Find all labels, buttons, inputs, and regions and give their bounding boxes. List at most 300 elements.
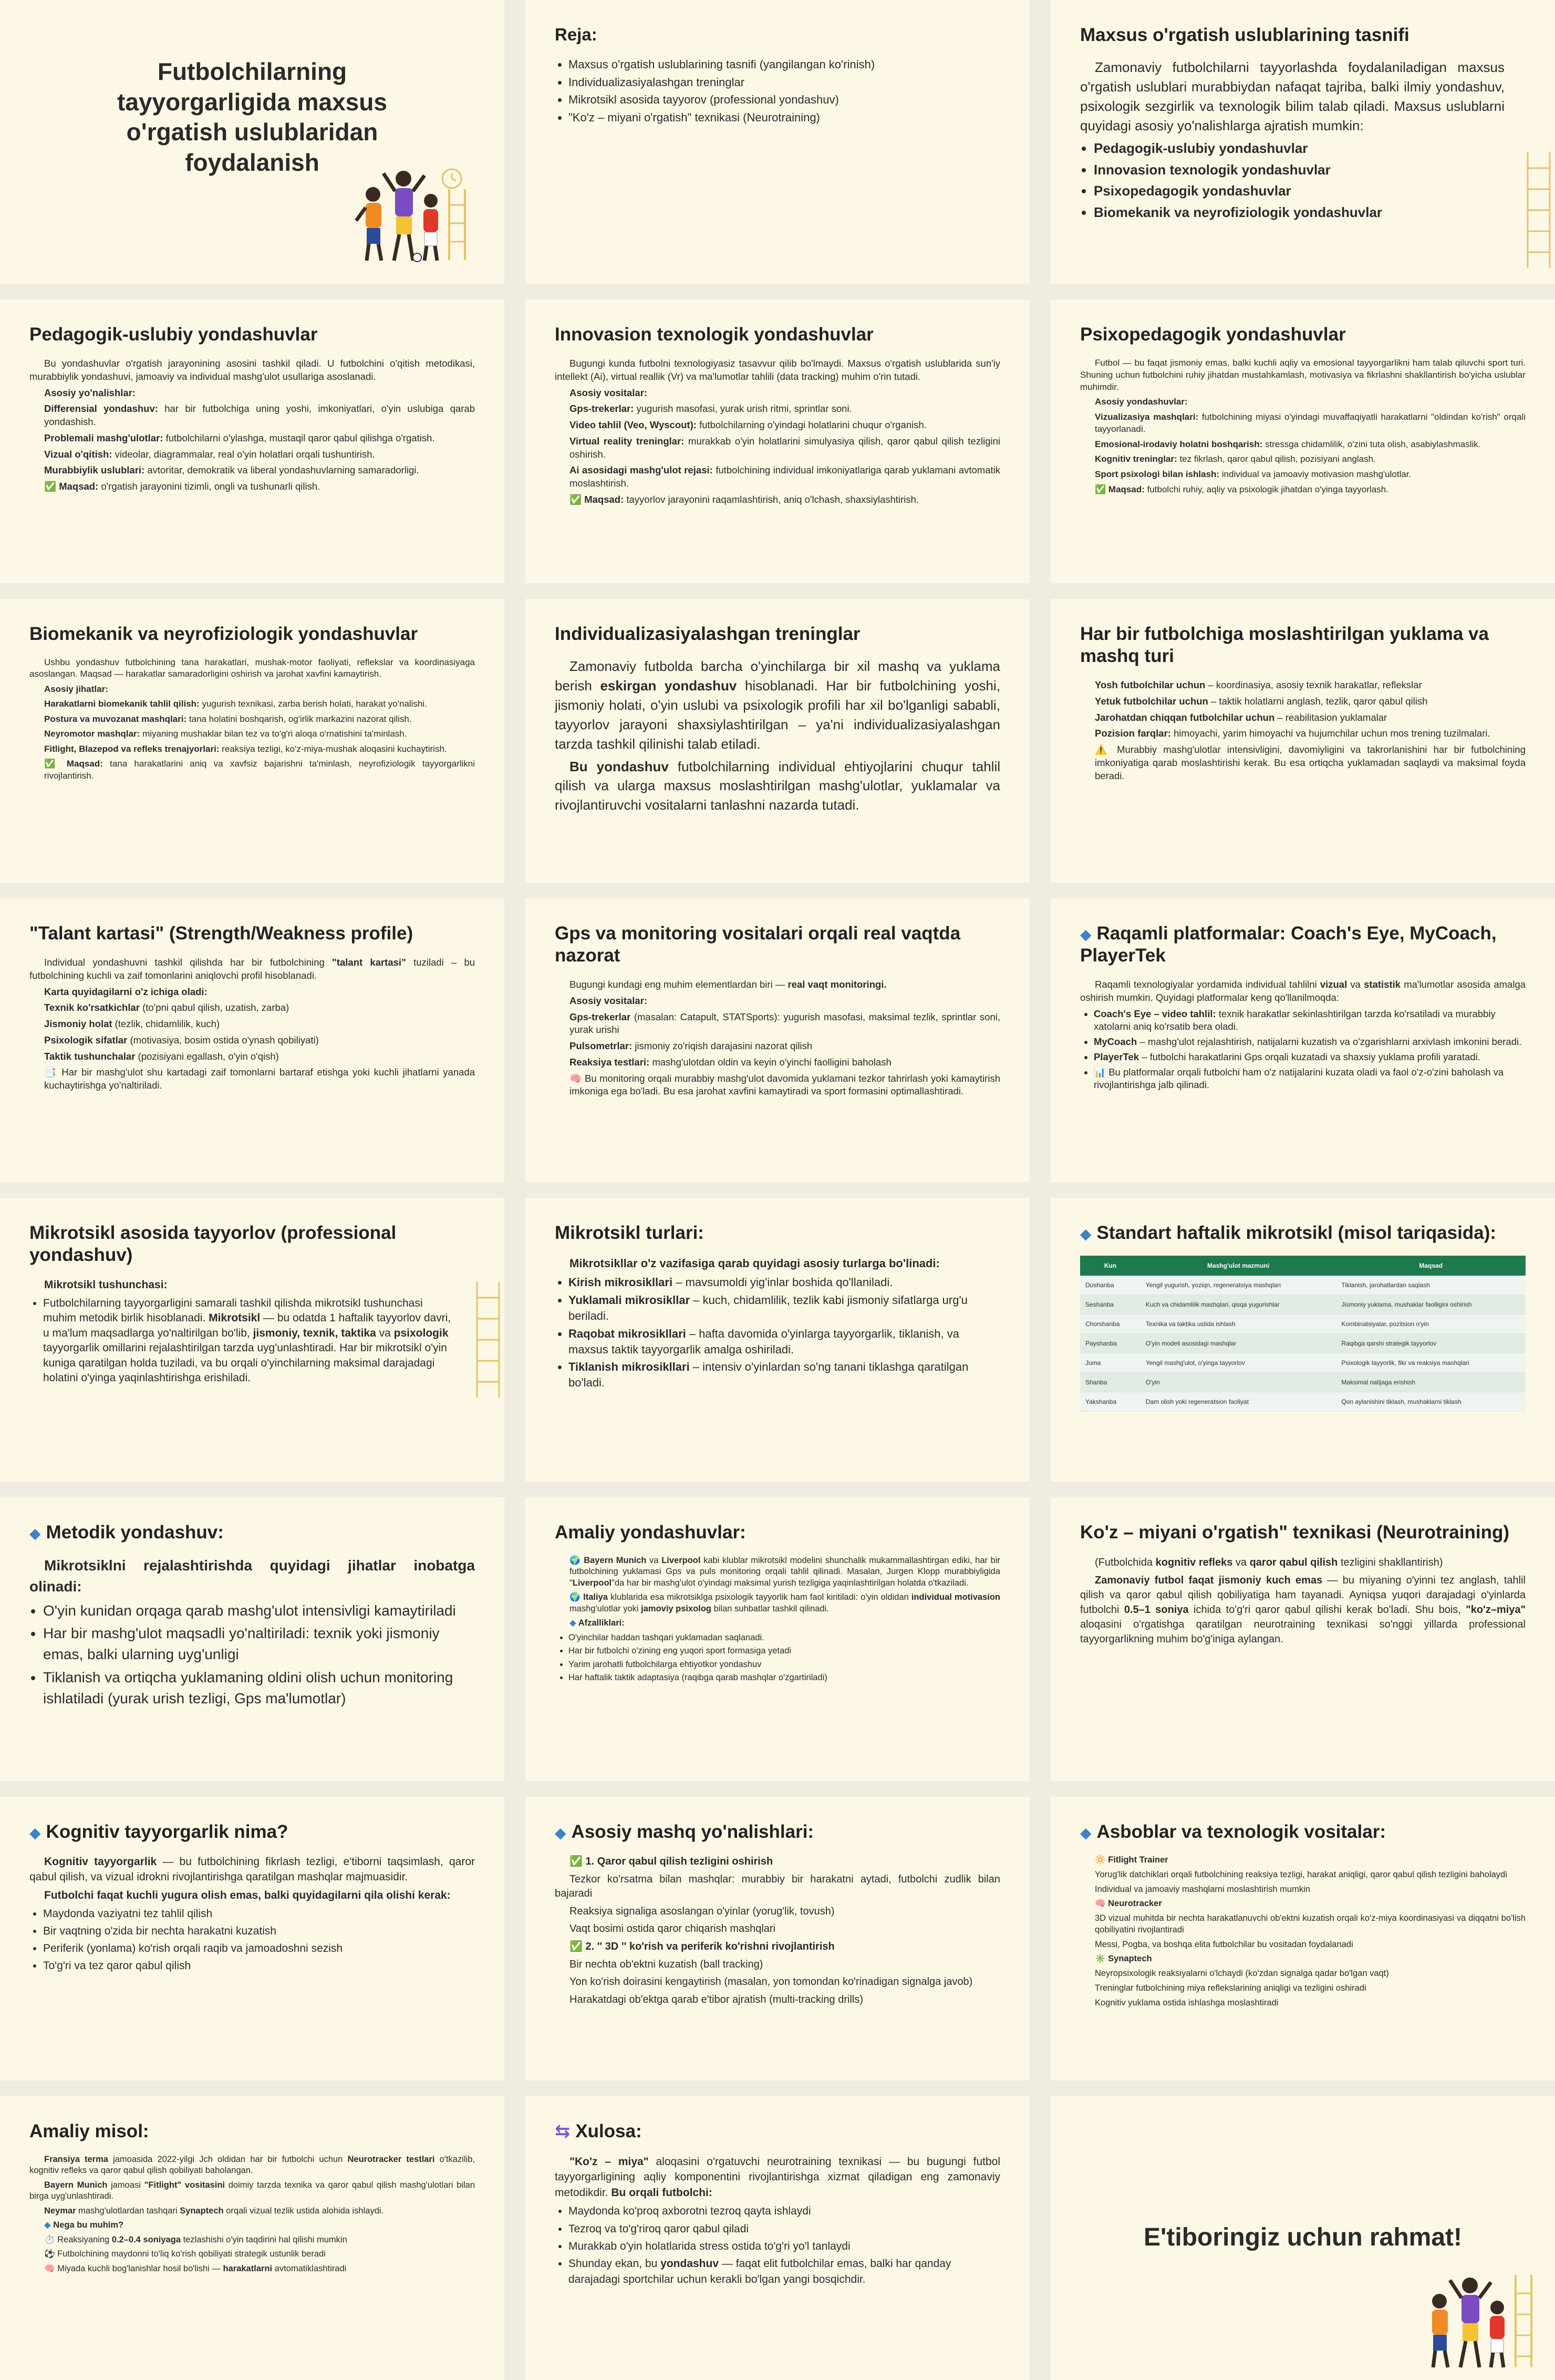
text: Reaksiyaning bbox=[57, 2234, 110, 2244]
warning-icon: ⚠️ bbox=[1095, 744, 1111, 756]
atom-icon: ✳️ bbox=[1095, 1954, 1106, 1964]
title-text: Raqamli platformalar: Coach's Eye, MyCoach, PlayerTek bbox=[1080, 923, 1497, 966]
slide-body bbox=[1080, 58, 1505, 222]
paragraph bbox=[1080, 978, 1526, 1005]
text: tezligini shakllantirish) bbox=[1340, 1557, 1443, 1568]
text: tuziladi – bu futbolchining kuchli va zaif tomonlarini aniqlovchi profil hisoblanadi. bbox=[29, 957, 475, 981]
emphasis: real vaqt monitoringi. bbox=[787, 979, 887, 990]
table-cell: Jismoniy yuklama, mushaklar faolligini oshirish bbox=[1336, 1295, 1526, 1315]
slide-14-microcycle-types bbox=[525, 1198, 1030, 1482]
text: aloqasini o'rgatishga qaratilgan neurotraining texnikasi so'nggi yillarda professional tayyorgarlikning muhim bo'g'iniga aylangan. bbox=[1080, 1619, 1526, 1645]
abilities-list bbox=[29, 1907, 475, 1974]
item-label: MyCoach bbox=[1094, 1036, 1137, 1048]
paragraph: Harakatdagi ob'ektga qarab e'tibor ajratish (multi-tracking drills) bbox=[569, 1993, 863, 2005]
intro-text: Bu yondashuvlar o'rgatish jarayonining asosini tashkil qiladi. U futbolchini o'qitish metodikasi, murabbiylik yondashuvi, jamoaviy va individual mashg'ulot usullariga asoslanadi. bbox=[29, 358, 475, 382]
paragraph: Futbolchi faqat kuchli yugura olish emas, balki quyidagilarni qila olishi kerak: bbox=[44, 1889, 451, 1901]
item-label: Emosional-irodaviy holatni boshqarish: bbox=[1095, 439, 1263, 449]
item-label: Texnik ko'rsatkichlar bbox=[44, 1002, 140, 1013]
table-header-row bbox=[1080, 1256, 1526, 1276]
slide-title: "Talant kartasi" (Strength/Weakness profile) bbox=[29, 923, 413, 944]
table-cell: Psixologik tayyorlik, fikr va reaksiya mashqlari bbox=[1336, 1353, 1526, 1373]
text: Zamonaviy futbolda barcha o'yinchilarga bir xil mashq va yuklama berish bbox=[555, 658, 1000, 694]
title-text: Kognitiv tayyorgarlik nima? bbox=[46, 1822, 288, 1842]
text: — faqat elit futbolchilar emas, balki har qanday darajadagi sportchilar uchun kerakli bo'lgan yangi bosqichdir. bbox=[568, 2258, 951, 2285]
emphasis: jamoviy psixolog bbox=[641, 1603, 712, 1613]
table-row bbox=[1080, 1392, 1526, 1412]
item-text: yugurish texnikasi, zarba berish holati, harakat yo'nalishi. bbox=[202, 699, 427, 709]
diamond-icon: ◆ bbox=[44, 2220, 51, 2230]
table-row bbox=[1080, 1295, 1526, 1315]
subheading: Karta quyidagilarni o'z ichiga oladi: bbox=[44, 986, 208, 997]
slide-09-load bbox=[1051, 599, 1555, 883]
list-item: • Mikrotsikl asosida tayyorov (professional yondashuv) bbox=[568, 92, 1000, 108]
emphasis: jismoniy, texnik, taktika bbox=[253, 1327, 376, 1339]
item-text: murakkab o'yin holatlarini simulyasiya qilish, qaror qabul qilish tezligini oshirish. bbox=[569, 435, 1000, 460]
item-label: Harakatlarni biomekanik tahlil qilish: bbox=[44, 699, 200, 709]
item-label: Kirish mikrosikllari bbox=[568, 1275, 673, 1289]
types-list bbox=[555, 1275, 1000, 1391]
item-text: tana holatini boshqarish, og'irlik markazini nazorat qilish. bbox=[189, 713, 412, 724]
slide-body bbox=[29, 657, 475, 782]
item-label: Gps-trekerlar: bbox=[569, 403, 634, 415]
list-item bbox=[568, 2256, 1000, 2287]
item-label: Murabbiylik uslublari: bbox=[44, 464, 145, 476]
column-header: Maqsad bbox=[1336, 1256, 1526, 1276]
text: Futbolchilarning tayyorgarligini samarali tashkil qilishda mikrotsikl tushunchasi muhim metodik birlik hisoblanadi. bbox=[43, 1297, 423, 1324]
slide-title: Individualizasiyalashgan treninglar bbox=[555, 624, 861, 644]
slide-body bbox=[1080, 1855, 1526, 2009]
slide-body bbox=[1080, 1555, 1526, 1647]
paragraph bbox=[29, 2180, 475, 2202]
table-cell: Dam olish yoki regeneratsion faoliyat bbox=[1141, 1392, 1336, 1412]
slide-body bbox=[555, 1855, 1000, 2007]
item-text: – intensiv o'yinlardan so'ng tanani tiklashga qaratilgan bo'ladi. bbox=[568, 1360, 969, 1390]
text: (Futbolchida bbox=[1095, 1557, 1153, 1568]
subheading bbox=[29, 2220, 475, 2231]
diamond-icon: ◆ bbox=[29, 1825, 41, 1841]
emphasis: 0.2–0.4 soniyaga bbox=[111, 2234, 181, 2244]
slide-06-psychopedagogical bbox=[1051, 299, 1555, 583]
table-cell: Maksimal natijaga erishish bbox=[1336, 1373, 1526, 1392]
slide-body bbox=[29, 1855, 475, 1974]
outcome-list bbox=[555, 2203, 1000, 2287]
emphasis: Italiya bbox=[583, 1592, 608, 1602]
slide-body bbox=[555, 1555, 1000, 1683]
slide-19-cognitive bbox=[0, 1797, 504, 2081]
slide-title: Har bir futbolchiga moslashtirilgan yuklama va mashq turi bbox=[1080, 624, 1489, 666]
title-text: Standart haftalik mikrotsikl (misol tariqasida): bbox=[1096, 1223, 1497, 1243]
subheading-text: Afzalliklari: bbox=[578, 1618, 625, 1628]
advantages-list bbox=[555, 1632, 1000, 1684]
emphasis: Bu orqali futbolchi: bbox=[611, 2186, 712, 2199]
item-text: (pozisiyani egallash, o'yin o'qish) bbox=[138, 1050, 279, 1062]
left-right-arrow-icon: 📑 bbox=[44, 1067, 58, 1078]
item-text: – futbolchi harakatlarini Gps orqali kuzatadi va shaxsiy yuklama profili yaratadi. bbox=[1142, 1051, 1480, 1062]
table-cell: Shanba bbox=[1080, 1373, 1141, 1392]
goal-text: futbolchi ruhiy, aqliy va psixologik jihatdan o'yinga tayyorlash. bbox=[1147, 484, 1388, 494]
slide-body bbox=[29, 1555, 475, 1709]
title-text: Xulosa: bbox=[575, 2121, 642, 2141]
item-label: Reaksiya testlari: bbox=[569, 1056, 650, 1068]
subheading bbox=[555, 1855, 1000, 1869]
slide-title: Pedagogik-uslubiy yondashuvlar bbox=[29, 324, 318, 345]
item-label: Pulsometrlar: bbox=[569, 1040, 633, 1052]
emphasis: Neurotracker testlari bbox=[347, 2155, 435, 2164]
emphasis: Kognitiv tayyorgarlik bbox=[44, 1856, 157, 1868]
slide-16-methodical bbox=[0, 1497, 504, 1781]
diamond-icon: ◆ bbox=[1080, 1825, 1092, 1841]
tool-name bbox=[1080, 1898, 1526, 1910]
item-label: Video tahlil (Veo, Wyscout): bbox=[569, 419, 697, 431]
check-icon: ✅ bbox=[44, 481, 57, 492]
emphasis: kognitiv refleks bbox=[1155, 1557, 1233, 1568]
paragraph bbox=[555, 2154, 1000, 2200]
soccer-players-illustration bbox=[1413, 2264, 1534, 2369]
table-cell: Yakshanba bbox=[1080, 1392, 1141, 1412]
paragraph: Yorug'lik datchiklari orqali futbolchining reaksiya tezligi, harakat aniqligi, qaror qabul qilish tezligini baholaydi bbox=[1095, 1869, 1507, 1879]
item-text: mashg'ulotdan oldin va keyin o'yinchi faolligini baholash bbox=[652, 1056, 891, 1068]
slide-title: Reja: bbox=[555, 25, 597, 44]
text: kabi klublar mikrotsikl modelini shunchalik mukammallashtirgan ediki, har bir futbolchining yuklamasi Gps va puls monitoring orqali tahlil qilinadi. Masalan, Jurgen Klopp murabbiyligida " bbox=[569, 1556, 1000, 1588]
table-cell: Dushanba bbox=[1080, 1276, 1141, 1295]
check-icon: ✅ bbox=[44, 759, 60, 769]
title-text: Metodik yondashuv: bbox=[46, 1522, 224, 1543]
table-cell: O'yin modeli asosidagi mashqlar bbox=[1141, 1334, 1336, 1353]
tool-name-text: Neurotracker bbox=[1108, 1899, 1162, 1909]
item-text: (tezlik, chidamlilik, kuch) bbox=[115, 1018, 220, 1030]
slide-24-thanks bbox=[1051, 2096, 1555, 2380]
item-text: avtoritar, demokratik va liberal yondashuvlarning samaradorligi. bbox=[147, 464, 419, 476]
item-text: stressga chidamlilik, o'zini tuta olish, asabiylashmaslik. bbox=[1265, 439, 1481, 449]
slide-body bbox=[29, 357, 475, 493]
column-header: Mashg'ulot mazmuni bbox=[1141, 1256, 1336, 1276]
soccer-players-illustration bbox=[347, 158, 468, 263]
list-item bbox=[568, 1292, 1000, 1324]
check-icon: ✅ bbox=[569, 1856, 583, 1867]
emphasis: statistik bbox=[1364, 979, 1401, 990]
paragraph: Zamonaviy futbolchilarni tayyorlashda foydalaniladigan maxsus o'rgatish uslublari murabbiydan nafaqat tajriba, balki ilmiy yondashuv, psixologik sezgirlik va texnologik bilim talab qiladi. Maxsus uslublarni quyidagi asosiy yo'nalishlarga ajratish mumkin: bbox=[1080, 59, 1505, 133]
slide-17-practical bbox=[525, 1497, 1030, 1781]
slide-20-exercises bbox=[525, 1797, 1030, 2081]
emphasis: Zamonaviy futbol faqat jismoniy kuch emas bbox=[1095, 1575, 1323, 1586]
list-item bbox=[568, 1326, 1000, 1358]
text: o'tkazilib, kognitiv refleks va qaror qabul qilish qobiliyati baholangan. bbox=[29, 2155, 475, 2176]
slide-title bbox=[555, 1821, 1000, 1843]
left-right-arrow-icon: ⇆ bbox=[555, 2121, 571, 2141]
text: aloqasini o'rgatuvchi neurotraining texnikasi — bu bugungi futbol tayyorgarligining aqliy komponentini rivojlantirishga xizmat qiladigan eng zamonaviy metodikdir. bbox=[555, 2156, 1000, 2199]
table-cell: Texnika va taktika ustida ishlash bbox=[1141, 1315, 1336, 1334]
list-item: • Har bir mashg'ulot maqsadli yo'naltiriladi: texnik yoki jismoniy emas, balki ularning uyg'unligi bbox=[43, 1623, 475, 1665]
direction-list bbox=[1080, 139, 1505, 223]
slide-title: Maxsus o'rgatish uslublarining tasnifi bbox=[1080, 25, 1409, 45]
slide-title: Innovasion texnologik yondashuvlar bbox=[555, 324, 874, 345]
slide-title: Ko'z – miyani o'rgatish" texnikasi (Neurotraining) bbox=[1080, 1522, 1509, 1543]
slide-body bbox=[29, 1278, 454, 1386]
slide-title: Biomekanik va neyrofiziologik yondashuvlar bbox=[29, 624, 418, 644]
paragraph: Reaksiya signaliga asoslangan o'yinlar (yorug'lik, tovush) bbox=[569, 1905, 835, 1917]
emphasis: Mikrotsikl bbox=[209, 1312, 261, 1324]
item-text: yugurish masofasi, yurak urish ritmi, sprintlar soni. bbox=[636, 403, 852, 415]
note-text: Har bir mashg'ulot shu kartadagi zaif tomonlarni bartaraf etishga yoki kuchli jihatlarni yanada kuchaytirishga yo'naltiriladi. bbox=[44, 1067, 475, 1091]
list-item bbox=[1094, 1051, 1526, 1064]
emphasis: Neymar bbox=[44, 2206, 76, 2216]
text: avtomatiklashtiradi bbox=[274, 2263, 347, 2273]
text: Miyada kuchli bog'lanishlar hosil bo'lishi — bbox=[57, 2263, 221, 2273]
plan-list bbox=[555, 57, 1000, 126]
item-text: – koordinasiya, asosiy texnik harakatlar, reflekslar bbox=[1208, 679, 1422, 690]
item-label: Vizual o'qitish: bbox=[44, 448, 112, 460]
emphasis: "talant kartasi" bbox=[332, 957, 406, 968]
list-item: • O'yin kunidan orqaga qarab mashg'ulot intensivligi kamaytiriladi bbox=[43, 1600, 475, 1621]
list-item: • Psixopedagogik yondashuvlar bbox=[1094, 181, 1505, 201]
goal-text: o'rgatish jarayonini tizimli, ongli va tushunarli qilish. bbox=[101, 481, 320, 492]
text: klublarida esa mikrotsiklga psixologik tayyorlik ham faol kiritiladi: o'yin oldidan bbox=[610, 1592, 909, 1602]
list-item bbox=[43, 1296, 454, 1386]
item-label: Virtual reality treninglar: bbox=[569, 435, 685, 447]
text: tezlashishi o'yin taqdirini hal qilishi mumkin bbox=[183, 2234, 347, 2244]
item-text: miyaning mushaklar bilan tez va to'g'ri aloqa o'rnatishini ta'minlash. bbox=[142, 729, 407, 739]
item-text: futbolchilarning o'yindagi holatlarini chuqur o'rganish. bbox=[699, 419, 927, 431]
goal-label: Maqsad: bbox=[59, 481, 99, 492]
item-label: Gps-trekerlar bbox=[569, 1011, 631, 1022]
slide-title bbox=[555, 2120, 1000, 2143]
paragraph bbox=[29, 2249, 475, 2260]
emphasis: Bayern Munich bbox=[44, 2180, 108, 2190]
item-label: Yetuk futbolchilar uchun bbox=[1095, 695, 1208, 707]
table-row bbox=[1080, 1334, 1526, 1353]
subheading: Asosiy yondashuvlar: bbox=[1095, 397, 1188, 407]
intro-text: Bugungi kunda futbolni texnologiyasiz tasavvur qilib bo'lmaydi. Maxsus o'rgatish uslublarida sun'iy intellekt (Ai), virtual reallik (Vr) va ma'lumotlar tahlili (data tracking) muhim o'rin tutadi. bbox=[555, 358, 1000, 382]
paragraph: Kognitiv yuklama ostida ishlashga moslashtiradi bbox=[1095, 1998, 1279, 2008]
slide-title bbox=[1080, 1821, 1526, 1843]
list-item: • Individualizasiyalashgan treninglar bbox=[568, 75, 1000, 90]
light-icon: 🔆 bbox=[1095, 1855, 1106, 1865]
text: tayyorgarlik omillarini rejalashtirilgan tarzda uyg'unlashtiradi. Har bir mikrotsikl o'yin kuniga qaratilgan holda tuziladi, va bu orqali o'yinchilarning maksimal darajadagi holatini o'yinga yaqinlashtirishga erishiladi. bbox=[43, 1342, 447, 1384]
check-icon: ✅ bbox=[569, 494, 582, 505]
paragraph bbox=[555, 1555, 1000, 1589]
text: jamoasi bbox=[111, 2180, 141, 2190]
item-label: Jarohatdan chiqqan futbolchilar uchun bbox=[1095, 711, 1275, 723]
slide-body bbox=[1080, 679, 1526, 782]
slide-body bbox=[555, 657, 1000, 815]
item-text: (masalan: Catapult, STATSports): yugurish masofasi, maksimal tezlik, sprintlar soni, yurak urishi bbox=[569, 1011, 1000, 1036]
emphasis: Synaptech bbox=[180, 2206, 224, 2216]
list-item: • Murakkab o'yin holatlarida stress ostida to'g'ri yo'l tanlaydi bbox=[568, 2239, 1000, 2254]
paragraph bbox=[29, 1855, 475, 1885]
item-label: Pozision farqlar: bbox=[1095, 728, 1171, 739]
paragraph: Neyropsixologik reaksiyalarni o'lchaydi (ko'zdan signalga qadar bo'lgan vaqt) bbox=[1095, 1969, 1389, 1979]
slide-body bbox=[555, 1256, 1000, 1391]
text: va bbox=[1350, 979, 1361, 990]
emphasis: "Ko'z – miya" bbox=[569, 2156, 649, 2168]
slide-body bbox=[29, 956, 475, 1092]
item-text: individual va jamoaviy motivasion mashg'ulotlar. bbox=[1221, 469, 1412, 480]
text: "da har bir mashg'ulot o'yindagi maksimal yurish tezligiga yaqinlashtirilgan holatda o'tkaziladi. bbox=[611, 1578, 969, 1588]
text: — bu miyaning o'yinni tez anglash, tahlil qilish va qaror qabul qilish qobiliyatiga ham tayanadi. Ayniqsa yuqori darajadagi o'yinlarda futbolchi bbox=[1080, 1575, 1526, 1616]
slide-01-title bbox=[0, 0, 504, 284]
item-label: Ai asosidagi mashg'ulot rejasi: bbox=[569, 464, 713, 476]
slide-23-conclusion bbox=[525, 2096, 1030, 2380]
slide-22-example bbox=[0, 2096, 504, 2380]
paragraph: Vaqt bosimi ostida qaror chiqarish mashqlari bbox=[569, 1923, 776, 1935]
globe-icon: 🌍 bbox=[569, 1556, 581, 1565]
slide-title bbox=[1080, 923, 1526, 967]
item-text: reaksiya tezligi, ko'z-miya-mushak aloqasini kuchaytirish. bbox=[222, 743, 447, 754]
list-item: • "Ko'z – miyani o'rgatish" texnikasi (Neurotraining) bbox=[568, 110, 1000, 126]
slide-07-biomechanics bbox=[0, 599, 504, 883]
slide-title bbox=[29, 1821, 475, 1843]
emphasis: eskirgan yondashuv bbox=[600, 677, 737, 694]
table-cell: Yengil mashg'ulot, o'yinga tayyorlov bbox=[1141, 1353, 1336, 1373]
table-cell: Chorshanba bbox=[1080, 1315, 1141, 1334]
goal-label: Maqsad: bbox=[584, 494, 624, 505]
paragraph bbox=[555, 757, 1000, 815]
slide-title bbox=[1080, 1222, 1526, 1244]
table-cell: Kombinatsiyalar, pozitsion o'yin bbox=[1336, 1315, 1526, 1334]
paragraph bbox=[555, 978, 1000, 991]
brain-icon: 🧠 bbox=[44, 2263, 55, 2273]
list-item: • Tezroq va to'g'riroq qaror qabul qiladi bbox=[568, 2221, 1000, 2237]
item-text: futbolchining miyasi o'yindagi muvaffaqiyatli harakatlarni "oldindan ko'rish" orqali tayyorlanadi. bbox=[1095, 412, 1526, 434]
slide-04-pedagogical bbox=[0, 299, 504, 583]
text: futbolchilarning individual ehtiyojlarini chuqur tahlil qilish va ularga maxsus moslashtirilgan mashg'ulotlar, yuklamalar va rivojlantiruvchi vositalarni tanlashni nazarda tutadi. bbox=[555, 758, 1000, 813]
list-item: • O'yinchilar haddan tashqari yuklamadan saqlanadi. bbox=[568, 1632, 1000, 1643]
paragraph bbox=[1080, 1555, 1526, 1570]
ladder-decoration bbox=[472, 1282, 504, 1398]
intro-text: Mikrotsiklni rejalashtirishda quyidagi jihatlar inobatga olinadi: bbox=[29, 1557, 475, 1595]
list-item: • Har bir futbolchi o'zining eng yuqori sport formasiga yetadi bbox=[568, 1646, 1000, 1657]
emphasis: "Fitlight" vositasini bbox=[144, 2180, 225, 2190]
paragraph bbox=[1080, 1573, 1526, 1647]
list-item: • Maxsus o'rgatish uslublarining tasnifi (yangilangan ko'rinish) bbox=[568, 57, 1000, 73]
stopwatch-icon: ⏱️ bbox=[44, 2234, 55, 2244]
text: Individual yondashuvni tashkil qilishda har bir futbolchining bbox=[44, 957, 325, 968]
diamond-icon: ◆ bbox=[29, 1525, 41, 1541]
table-cell: Kuch va chidamlilik mashqlari, qisqa yugurishlar bbox=[1141, 1295, 1336, 1315]
intro-text: Futbol — bu faqat jismoniy emas, balki kuchli aqliy va emosional tayyorgarlikni ham talab qiluvchi sport turi. Shuning uchun futbolchini ruhiy jihatdan mustahkamlash, motivasiya va fikrlashni shakllantirish bo'yicha uslublar muhimdir. bbox=[1080, 358, 1526, 392]
table-row bbox=[1080, 1315, 1526, 1334]
goal-text: tayyorlov jarayonini raqamlashtirish, aniq o'lchash, shaxsiylashtirish. bbox=[626, 494, 919, 505]
soccer-ball-icon: ⚽ bbox=[44, 2249, 55, 2259]
slide-title: Psixopedagogik yondashuvlar bbox=[1080, 324, 1346, 345]
slide-05-innovation bbox=[525, 299, 1030, 583]
emphasis: harakatlarni bbox=[223, 2263, 273, 2273]
weekly-microcycle-table bbox=[1080, 1256, 1526, 1412]
tool-name-text: Synaptech bbox=[1108, 1954, 1152, 1964]
item-text: – mavsumoldi yig'inlar boshida qo'llaniladi. bbox=[676, 1275, 893, 1289]
slide-03-classification bbox=[1051, 0, 1555, 284]
paragraph: Bir nechta ob'ektni kuzatish (ball tracking) bbox=[569, 1958, 763, 1970]
emphasis: vizual bbox=[1320, 979, 1347, 990]
slide-body bbox=[555, 978, 1000, 1098]
subheading: Asosiy yo'nalishlar: bbox=[44, 387, 136, 398]
emphasis: Bu yondashuv bbox=[569, 758, 669, 774]
globe-icon: 🌍 bbox=[569, 1592, 581, 1602]
table-row bbox=[1080, 1373, 1526, 1392]
paragraph bbox=[29, 2154, 475, 2177]
item-text: tez fikrlash, qaror qabul qilish, pozisiyani anglash. bbox=[1179, 454, 1376, 464]
list-item: • Tiklanish va ortiqcha yuklamaning oldini olish uchun monitoring ishlatiladi (yurak urish tezligi, Gps ma'lumotlar) bbox=[43, 1667, 475, 1709]
slide-body bbox=[555, 357, 1000, 506]
item-text: jismoniy zo'riqish darajasini nazorat qilish bbox=[635, 1040, 813, 1052]
paragraph bbox=[29, 956, 475, 982]
note-text: Bu monitoring orqali murabbiy mashg'ulot davomida yuklamani tezkor tahrirlash yoki kamaytirish imkoniga ega bo'ladi. Bu esa jarohat xavfini kamaytiradi va sport formasini optimallashtiradi. bbox=[569, 1072, 1000, 1097]
table-cell: Juma bbox=[1080, 1353, 1141, 1373]
list-item bbox=[1094, 1008, 1526, 1034]
subheading-text: 2. '' 3D '' ko'rish va periferik ko'rishni rivojlantirish bbox=[585, 1940, 835, 1952]
item-label: Neyromotor mashqlar: bbox=[44, 729, 140, 739]
text: orqali vizual tezlik ustida alohida ishlaydi. bbox=[226, 2206, 384, 2216]
list-item: • Yarim jarohatli futbolchilarga ehtiyotkor yondashuv bbox=[568, 1659, 1000, 1670]
item-label: Differensial yondashuv: bbox=[44, 403, 158, 415]
paragraph: Yon ko'rish doirasini kengaytirish (masalan, yon tomondan ko'rinadigan signalga javob) bbox=[569, 1976, 973, 1988]
item-label: PlayerTek bbox=[1094, 1051, 1139, 1062]
slide-body bbox=[1080, 978, 1526, 1092]
main-title: Futbolchilarning tayyorgarligida maxsus o'rgatish uslublaridan foydalanish bbox=[117, 58, 387, 176]
item-text: – kuch, chidamlilik, tezlik kabi jismoniy sifatlarga urg'u beriladi. bbox=[568, 1293, 968, 1322]
text: ichida to'g'ri qaror qabul qilishi kerak bo'ladi. Shu bois, bbox=[1194, 1604, 1461, 1616]
item-label: Sport psixologi bilan ishlash: bbox=[1095, 469, 1220, 480]
slide-02-plan bbox=[525, 0, 1030, 284]
tool-name bbox=[1080, 1855, 1526, 1866]
tool-name-text: Fitlight Trainer bbox=[1108, 1855, 1168, 1865]
text: va bbox=[649, 1556, 659, 1565]
subheading: Asosiy vositalar: bbox=[569, 387, 648, 398]
paragraph: Tezkor ko'rsatma bilan mashqlar: murabbiy bir harakatni aytadi, futbolchi zudlik bilan bajaradi bbox=[555, 1873, 1000, 1900]
goal-label: Maqsad: bbox=[66, 759, 103, 769]
item-label: Problemali mashg'ulotlar: bbox=[44, 432, 163, 443]
list-item: • Innovasion texnologik yondashuvlar bbox=[1094, 160, 1505, 180]
paragraph bbox=[555, 657, 1000, 754]
table-row bbox=[1080, 1353, 1526, 1373]
table-cell: Raqibga qarshi strategik tayyorlov bbox=[1336, 1334, 1526, 1353]
item-label: Kognitiv treninglar: bbox=[1095, 454, 1177, 464]
item-text: – mashg'ulot rejalashtirish, natijalarni kuzatish va o'zgarishlarni arxivlash imkonini beradi. bbox=[1139, 1036, 1522, 1048]
slide-body bbox=[555, 57, 1000, 126]
table-cell: Seshanba bbox=[1080, 1295, 1141, 1315]
item-label: Vizualizasiya mashqlari: bbox=[1095, 412, 1199, 422]
subheading bbox=[555, 1618, 1000, 1629]
list-item: • To'g'ri va tez qaror qabul qilish bbox=[43, 1959, 475, 1974]
text: Shunday ekan, bu bbox=[568, 2258, 658, 2270]
slide-11-gps bbox=[525, 898, 1030, 1182]
text: va bbox=[379, 1327, 391, 1339]
list-item: • Maydonda ko'proq axborotni tezroq qayta ishlaydi bbox=[568, 2203, 1000, 2219]
paragraph: 3D vizual muhitda bir nechta harakatlanuvchi ob'ektni kuzatish orqali ko'z-miya koordinasiyasi va diqqatni bo'lish qobiliyatini rivojlantiradi bbox=[1095, 1913, 1526, 1934]
aspect-list bbox=[29, 1600, 475, 1709]
list-item: • Maydonda vaziyatni tez tahlil qilish bbox=[43, 1907, 475, 1922]
diamond-icon: ◆ bbox=[569, 1618, 576, 1628]
item-label: Tiklanish mikrosikllari bbox=[568, 1360, 690, 1374]
emphasis: 0.5–1 soniya bbox=[1124, 1604, 1189, 1616]
text: doimiy tarzda texnika va qaror qabul qilish mashg'ulotlari bilan birga uyg'unlashtiradi. bbox=[29, 2180, 475, 2201]
paragraph bbox=[29, 2263, 475, 2274]
slide-13-microcycle bbox=[0, 1198, 504, 1482]
text: Futbolchining maydonni to'liq ko'rish qobiliyati strategik ustunlik beradi bbox=[57, 2249, 326, 2259]
tool-name bbox=[1080, 1953, 1526, 1965]
paragraph: Messi, Pogba, va boshqa elita futbolchilar bu vositadan foydalanadi bbox=[1095, 1939, 1353, 1949]
subheading-text: Nega bu muhim? bbox=[53, 2220, 124, 2230]
item-text: videolar, diagrammalar, real o'yin holatlari orqali tushuntirish. bbox=[115, 448, 375, 460]
item-text: futbolchining individual imkoniyatlariga qarab yuklamani avtomatik moslashtirish. bbox=[569, 464, 1001, 489]
intro-text: Mikrotsikllar o'z vazifasiga qarab quyidagi asosiy turlarga bo'linadi: bbox=[569, 1257, 940, 1270]
text: mashg'ulotlar yoki bbox=[569, 1603, 639, 1613]
paragraph: Treninglar futbolchining miya reflekslarining aniqligi va tezligini oshiradi bbox=[1095, 1983, 1366, 1993]
column-header: Kun bbox=[1080, 1256, 1141, 1276]
item-label: Yuklamali mikrosikllar bbox=[568, 1293, 690, 1307]
item-label: Fitlight, Blazepod va refleks trenajyorlari: bbox=[44, 743, 220, 754]
list-item: • Har haftalik taktik adaptasiya (raqibga qarab mashqlar o'zgartiriladi) bbox=[568, 1672, 1000, 1683]
